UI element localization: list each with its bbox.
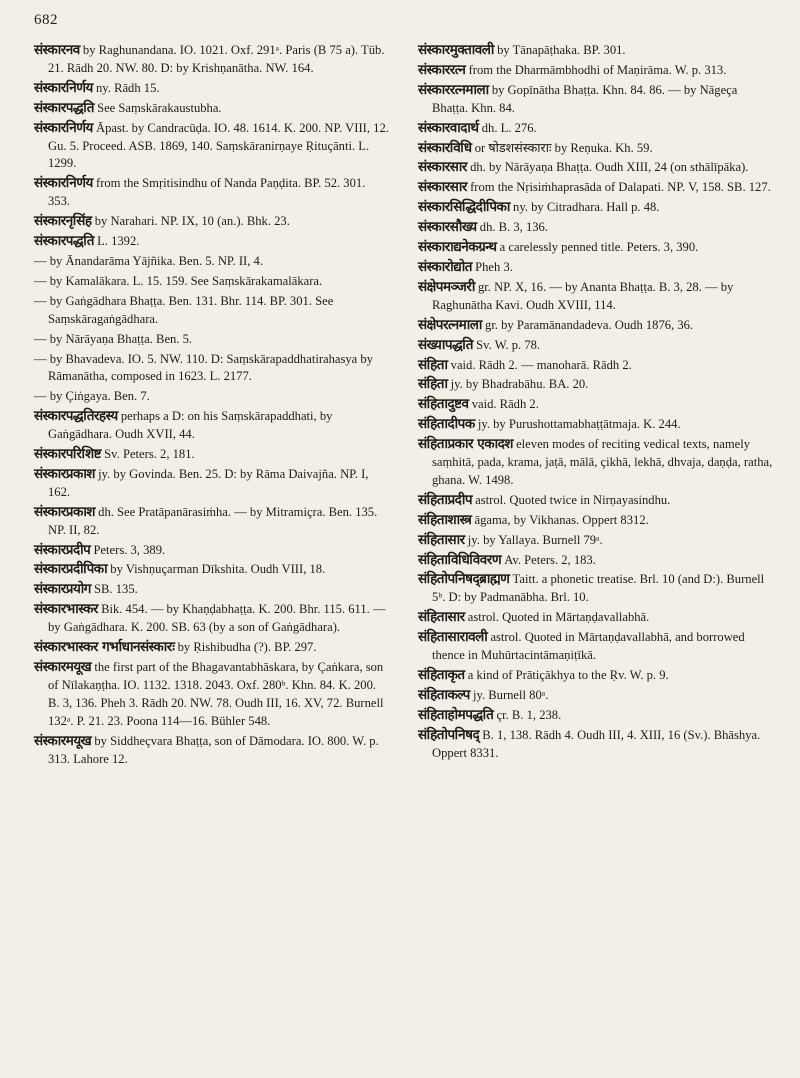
- entry-text: SB. 135.: [94, 582, 138, 597]
- entry-text: — by Gaṅgādhara Bhaṭṭa. Ben. 131. Bhr. 114. BP. 301. See Saṃskāragaṅgādhara.: [34, 293, 334, 326]
- entry-headword: संहितोपनिषद्: [418, 726, 480, 743]
- entry-headword: संहिताकृत: [418, 667, 465, 683]
- entry-text: vaid. Rādh 2.: [471, 397, 539, 412]
- entry-text: by Ṛishibudha (?). BP. 297.: [177, 640, 317, 655]
- entry-headword: संस्कारमयूख: [34, 659, 92, 675]
- entry-headword: संस्कारसार: [418, 179, 467, 196]
- entry-text: astrol. Quoted twice in Nirṇayasindhu.: [475, 492, 671, 507]
- dictionary-entry: [418, 199, 774, 217]
- entry-headword: संस्कारवादार्थ: [418, 119, 479, 136]
- entry-text: Pheh 3.: [475, 259, 513, 274]
- entry-headword: संस्कारसार: [418, 159, 467, 176]
- entry-text: See Saṃskārakaustubha.: [97, 100, 222, 115]
- dictionary-entry: [418, 239, 774, 257]
- entry-text: çr. B. 1, 238.: [496, 707, 562, 722]
- entry-text: vaid. Rādh 2. — manoharā. Rādh 2.: [450, 357, 632, 372]
- entry-headword: संस्कारप्रयोग: [34, 581, 91, 598]
- dictionary-entry: [418, 512, 774, 530]
- dictionary-entry: [34, 351, 390, 387]
- dictionary-entry: [34, 466, 390, 502]
- entry-headword: संस्काराद्यनेकग्रन्थ: [418, 239, 497, 256]
- entry-text: L. 1392.: [97, 234, 140, 249]
- dictionary-entry: [418, 727, 774, 763]
- entry-headword: संहिताप्रकार एकादश: [418, 436, 513, 453]
- entry-text: by Tānapāṭhaka. BP. 301.: [497, 43, 626, 57]
- dictionary-entry: [418, 687, 774, 705]
- entry-headword: संहितादीपक: [418, 416, 475, 433]
- entry-text: Taitt. a phonetic treatise. Brl. 10 (and D:). Burnell 5ᵇ. D: by Padmanābha. Brl. 10.: [432, 572, 765, 605]
- entry-text: — by Ānandarāma Yājñika. Ben. 5. NP. II, 4.: [34, 253, 263, 268]
- entry-text: from the Nṛisiṁhaprasāda of Dalapati. NP. V, 158. SB. 127.: [470, 180, 771, 195]
- entry-text: gr. by Paramānandadeva. Oudh 1876, 36.: [485, 317, 694, 332]
- entry-text: a kind of Prātiçākhya to the Ṛv. W. p. 9.: [467, 668, 669, 682]
- entry-headword: संस्कारनिर्णय: [34, 175, 93, 192]
- dictionary-entry: [34, 42, 390, 78]
- dictionary-entry: [418, 62, 774, 80]
- entry-text: eleven modes of reciting vedical texts, namely saṃhitā, pada, krama, jaṭā, mālā, çikhā, lekhā, dhvaja, daṇḍa, ratha, ghana. W. 1498.: [432, 437, 773, 487]
- dictionary-entry: [34, 639, 390, 657]
- entry-headword: संस्कारोद्योत: [418, 258, 472, 275]
- entry-text: jy. Burnell 80ᵃ.: [472, 687, 549, 702]
- dictionary-entry: [34, 601, 390, 637]
- entry-text: jy. by Yallaya. Burnell 79ᵃ.: [467, 532, 603, 547]
- entry-headword: संहिताशास्त्र: [418, 511, 472, 528]
- entry-headword: संहिता: [418, 376, 448, 393]
- entry-headword: संक्षेपरत्नमाला: [418, 316, 482, 333]
- dictionary-entry: [34, 388, 390, 406]
- dictionary-entry: [418, 396, 774, 414]
- entry-text: Av. Peters. 2, 183.: [504, 552, 596, 567]
- dictionary-entry: [418, 571, 774, 607]
- dictionary-entry: [34, 213, 390, 231]
- entry-headword: संस्कारप्रकाश: [34, 465, 95, 482]
- entry-text: dh. See Pratāpanārasiṁha. — by Mitramiçra. Ben. 135. NP. II, 82.: [48, 504, 378, 537]
- dictionary-entry: [34, 233, 390, 251]
- entry-text: Sv. Peters. 2, 181.: [104, 447, 195, 462]
- entry-headword: संस्कारप्रदीपिका: [34, 561, 108, 578]
- dictionary-entry: [418, 279, 774, 315]
- dictionary-entry: [34, 253, 390, 271]
- entry-text: dh. B. 3, 136.: [479, 220, 549, 235]
- entry-headword: संहितासार: [418, 609, 465, 626]
- dictionary-entry: [418, 492, 774, 510]
- dictionary-entry: [34, 175, 390, 211]
- entry-text: by Raghunandana. IO. 1021. Oxf. 291ᵃ. Paris (B 75 a). Tüb. 21. Rādh 20. NW. 80. D: by Krishṇanātha. NW. 164.: [48, 43, 385, 75]
- entry-headword: संख्यापद्धति: [418, 336, 473, 353]
- entry-headword: संस्कारसौख्य: [418, 219, 477, 236]
- entry-headword: संस्कारविधि: [418, 139, 472, 156]
- dictionary-entry: [418, 376, 774, 394]
- dictionary-entry: [34, 446, 390, 464]
- entry-text: — by Bhavadeva. IO. 5. NW. 110. D: Saṃskārapaddhatirahasya by Rāmanātha, composed in 1623. L. 2177.: [34, 351, 374, 384]
- entry-text: dh. by Nārāyaṇa Bhaṭṭa. Oudh XIII, 24 (on sthālīpāka).: [470, 160, 749, 175]
- dictionary-entry: [418, 120, 774, 138]
- dictionary-entry: [418, 609, 774, 627]
- left-column: [34, 42, 390, 770]
- entry-text: the first part of the Bhagavantabhāskara, by Çaṅkara, son of Nīlakaṇṭha. IO. 1132. 1318. 2043. Oxf. 280ᵇ. Khn. 84. K. 200. B. 3, 136. Pheh 3. Rādh 20. NW. 78. Oudh III, 16. XV, 72. Burnell 132ᵃ. P. 21. 23. Poona 114—16. Bühler 548.: [48, 660, 384, 728]
- entry-headword: संहिताविधिविवरण: [418, 551, 502, 568]
- entry-headword: संहितादुष्टव: [418, 396, 469, 413]
- entry-headword: संस्कारमयूख: [34, 732, 92, 749]
- entry-headword: संस्कारनिर्णय: [34, 119, 93, 136]
- dictionary-entry: [418, 140, 774, 158]
- entry-text: — by Nārāyaṇa Bhaṭṭa. Ben. 5.: [34, 331, 193, 346]
- entry-text: a carelessly penned title. Peters. 3, 390.: [499, 240, 699, 255]
- dictionary-entry: [418, 532, 774, 550]
- entry-text: jy. by Bhadrabāhu. BA. 20.: [450, 377, 589, 392]
- dictionary-entry: [34, 504, 390, 540]
- entry-headword: संस्कारसिद्धिदीपिका: [418, 199, 510, 216]
- entry-headword: संस्कारभास्कर: [34, 601, 98, 618]
- entry-text: āgama, by Vikhanas. Oppert 8312.: [474, 512, 649, 527]
- entry-text: jy. by Govinda. Ben. 25. D: by Rāma Daivajña. NP. I, 162.: [48, 466, 369, 499]
- dictionary-entry: [34, 331, 390, 349]
- dictionary-entry: [418, 82, 774, 118]
- entry-text: or षोडशसंस्काराः by Reṇuka. Kh. 59.: [474, 140, 653, 155]
- dictionary-entry: [418, 552, 774, 570]
- entry-headword: संस्कारभास्कर गर्भाधानसंस्कारः: [34, 639, 175, 656]
- entry-headword: संस्कारपद्धति: [34, 233, 94, 250]
- dictionary-entry: [34, 273, 390, 291]
- page-number: 682: [34, 12, 58, 28]
- entry-headword: संस्कारपद्धतिरहस्य: [34, 408, 118, 425]
- entry-text: — by Çiṅgaya. Ben. 7.: [34, 389, 150, 404]
- entry-headword: संहितोपनिषद्ब्राह्मण: [418, 571, 510, 588]
- dictionary-entry: [34, 581, 390, 599]
- dictionary-entry: [418, 707, 774, 725]
- dictionary-entry: [418, 42, 774, 60]
- entry-headword: संस्कारप्रकाश: [34, 503, 95, 520]
- entry-headword: संहितासार: [418, 531, 465, 548]
- right-column: [418, 42, 774, 765]
- entry-headword: संहितासारावली: [418, 629, 488, 646]
- dictionary-entry: [418, 337, 774, 355]
- entry-headword: संस्काररत्नमाला: [418, 81, 489, 98]
- entry-text: ny. Rādh 15.: [96, 80, 160, 95]
- dictionary-entry: [34, 100, 390, 118]
- dictionary-entry: [418, 416, 774, 434]
- entry-text: gr. NP. X, 16. — by Ananta Bhaṭṭa. B. 3, 28. — by Raghunātha Kavi. Oudh XVIII, 114.: [432, 279, 734, 312]
- dictionary-entry: [34, 733, 390, 769]
- entry-text: astrol. Quoted in Mārtaṇḍavallabhā.: [467, 610, 650, 625]
- dictionary-entry: [418, 667, 774, 685]
- dictionary-entry: [34, 293, 390, 329]
- dictionary-entry: [418, 436, 774, 490]
- dictionary-entry: [34, 408, 390, 444]
- entry-text: astrol. Quoted in Mārtaṇḍavallabhā, and borrowed thence in Muhūrtacintāmaṇiṭīkā.: [432, 630, 745, 663]
- entry-headword: संस्कारनव: [34, 42, 80, 58]
- dictionary-entry: [418, 629, 774, 665]
- entry-text: Bik. 454. — by Khaṇḍabhaṭṭa. K. 200. Bhr. 115. 611. — by Gaṅgādhara. K. 200. SB. 63 (by a son of Gaṅgādhara).: [48, 602, 386, 635]
- dictionary-entry: [418, 317, 774, 335]
- entry-text: perhaps a D: on his Saṃskārapaddhati, by Gaṅgādhara. Oudh XVII, 44.: [48, 409, 333, 442]
- dictionary-entry: [418, 179, 774, 197]
- entry-headword: संस्काररत्न: [418, 61, 466, 78]
- entry-text: Peters. 3, 389.: [93, 542, 166, 557]
- dictionary-entry: [34, 561, 390, 579]
- dictionary-entry: [34, 659, 390, 731]
- entry-headword: संस्कारमुक्तावली: [418, 42, 494, 58]
- entry-text: Sv. W. p. 78.: [476, 337, 541, 352]
- dictionary-entry: [34, 120, 390, 174]
- entry-text: from the Dharmāmbhodhi of Maṇirāma. W. p. 313.: [468, 62, 727, 77]
- entry-text: by Gopīnātha Bhaṭṭa. Khn. 84. 86. — by Nāgeça Bhaṭṭa. Khn. 84.: [432, 82, 738, 115]
- dictionary-entry: [34, 80, 390, 98]
- entry-headword: संस्कारपद्धति: [34, 99, 94, 116]
- dictionary-entry: [34, 542, 390, 560]
- dictionary-entry: [418, 159, 774, 177]
- entry-headword: संहिताहोमपद्धति: [418, 706, 494, 723]
- entry-headword: संहिताप्रदीप: [418, 491, 472, 508]
- entry-headword: संस्कारप्रदीप: [34, 541, 91, 558]
- entry-headword: संस्कारनिर्णय: [34, 79, 93, 96]
- dictionary-entry: [418, 357, 774, 375]
- entry-text: by Siddheçvara Bhaṭṭa, son of Dāmodara. IO. 800. W. p. 313. Lahore 12.: [48, 733, 379, 766]
- dictionary-entry: [418, 259, 774, 277]
- entry-text: by Narahari. NP. IX, 10 (an.). Bhk. 23.: [94, 214, 290, 229]
- entry-text: jy. by Purushottamabhaṭṭātmaja. K. 244.: [477, 417, 681, 432]
- entry-text: from the Smṛitisindhu of Nanda Paṇḍita. BP. 52. 301. 353.: [48, 176, 366, 209]
- dictionary-entry: [418, 219, 774, 237]
- entry-headword: संस्कारपरिशिष्ट: [34, 446, 102, 463]
- entry-text: — by Kamalākara. L. 15. 159. See Saṃskārakamalākara.: [34, 273, 323, 288]
- entry-headword: संहिता: [418, 356, 448, 373]
- entry-text: B. 1, 138. Rādh 4. Oudh III, 4. XIII, 16 (Sv.). Bhāshya. Oppert 8331.: [432, 727, 761, 760]
- entry-text: dh. L. 276.: [481, 120, 537, 135]
- entry-headword: संक्षेपमञ्जरी: [418, 278, 475, 295]
- entry-text: by Vishṇuçarman Dīkshita. Oudh VIII, 18.: [110, 562, 326, 577]
- entry-headword: संस्कारनृसिंह: [34, 213, 92, 230]
- entry-headword: संहिताकल्प: [418, 686, 470, 703]
- entry-text: ny. by Citradhara. Hall p. 48.: [513, 200, 660, 215]
- entry-text: Āpast. by Candracūḍa. IO. 48. 1614. K. 200. NP. VIII, 12. Gu. 5. Proceed. ASB. 1869, 140. Saṃskāranirṇaye Ṛituçānti. L. 1299.: [48, 120, 389, 171]
